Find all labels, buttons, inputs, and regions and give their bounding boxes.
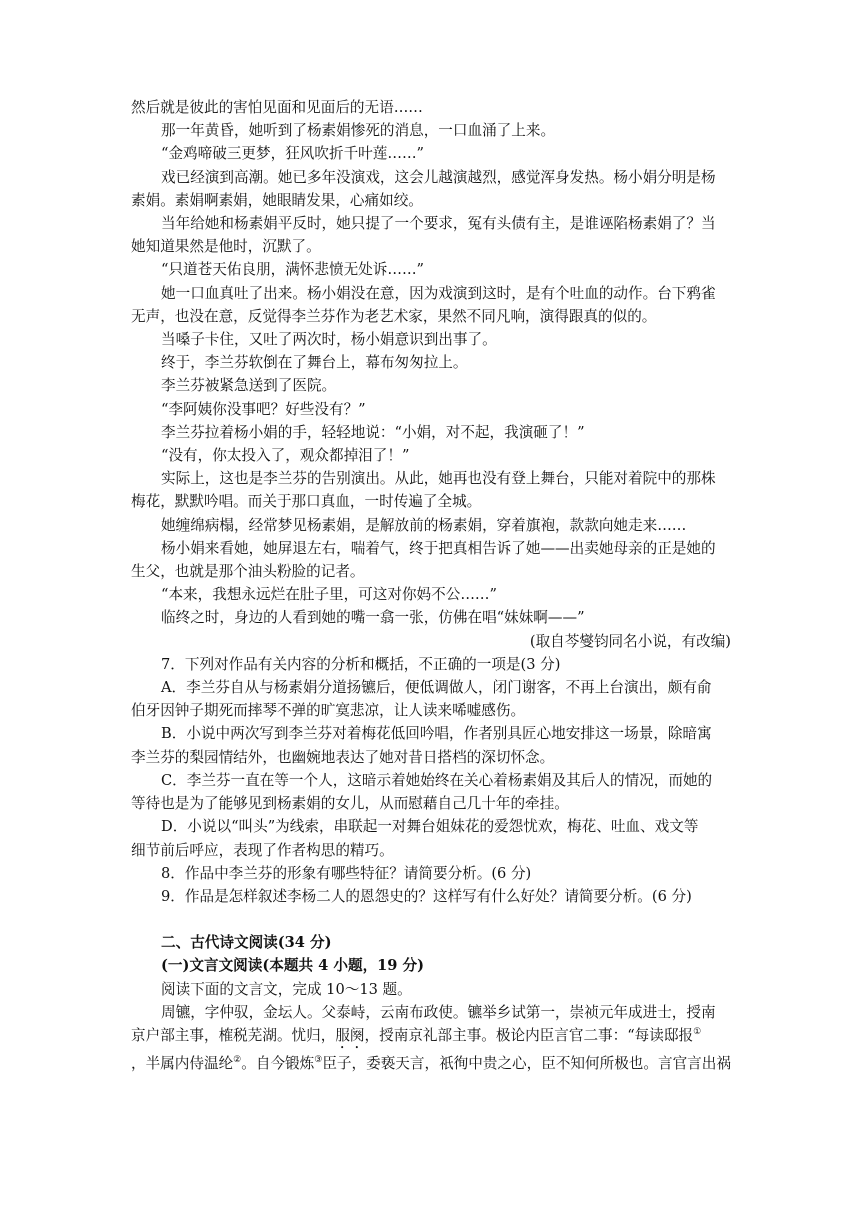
footnote-marker: ① bbox=[693, 1027, 702, 1038]
story-paragraph: 当嗓子卡住，又吐了两次时，杨小娟意识到出事了。 bbox=[161, 331, 497, 349]
story-paragraph-continuation: 素娟。素娟啊素娟，她眼睛发果，心痛如绞。 bbox=[131, 191, 423, 209]
story-paragraph: 当年给她和杨素娟平反时，她只提了一个要求，冤有头债有主，是谁诬陷杨素娟了？当 bbox=[161, 215, 716, 233]
footnote-marker: ③ bbox=[314, 1055, 323, 1066]
section-spacer bbox=[131, 908, 731, 931]
story-paragraph-continuation: 无声，也没在意，反觉得李兰芬作为老艺术家，果然不同凡响，演得跟真的似的。 bbox=[131, 307, 657, 325]
subsection-heading: (一)文言文阅读(本题共 4 小题，19 分) bbox=[161, 957, 425, 975]
option-a-continuation: 伯牙因钟子期死而摔琴不弹的旷寞悲凉，让人读来唏嘘感伤。 bbox=[131, 702, 526, 720]
section-heading: 二、古代诗文阅读(34 分) bbox=[161, 934, 332, 952]
question-7: 7．下列对作品有关内容的分析和概括，不正确的一项是(3 分) bbox=[161, 655, 561, 673]
question-8: 8．作品中李兰芬的形象有哪些特征？请简要分析。(6 分) bbox=[161, 864, 532, 882]
classical-text-line: 周镳，字仲驭，金坛人。父泰峙，云南布政使。镳举乡试第一，崇祯元年成进士，授南 bbox=[161, 1003, 716, 1021]
story-paragraph: “李阿姨你没事吧？好些没有？” bbox=[161, 400, 366, 418]
story-paragraph: 那一年黄昏，她听到了杨素娟惨死的消息，一口血涌了上来。 bbox=[161, 122, 556, 140]
story-paragraph: 她缠绵病榻，经常梦见杨素娟，是解放前的杨素娟，穿着旗袍，款款向她走来…… bbox=[161, 516, 687, 534]
story-paragraph: 戏已经演到高潮。她已多年没演戏，这会儿越演越烈，感觉浑身发热。杨小娟分明是杨 bbox=[161, 168, 716, 186]
document-page bbox=[131, 96, 731, 1075]
story-paragraph: “本来，我想永远烂在肚子里，可这对你妈不公……” bbox=[161, 586, 497, 604]
option-c: C．李兰芬一直在等一个人，这暗示着她始终在关心着杨素娟及其后人的情况，而她的 bbox=[161, 771, 713, 789]
story-paragraph: 杨小娟来看她，她屏退左右，喘着气，终于把真相告诉了她——出卖她母亲的正是她的 bbox=[161, 539, 716, 557]
story-paragraph: “没有，你太投入了，观众都掉泪了！” bbox=[161, 447, 410, 465]
story-paragraph: 她一口血真吐了出来。杨小娟没在意，因为戏演到这时，是有个吐血的动作。台下鸦雀 bbox=[161, 284, 716, 302]
emphasized-term: 服阕 bbox=[335, 1026, 365, 1044]
question-9: 9．作品是怎样叙述李杨二人的恩怨史的？这样写有什么好处？请简要分析。(6 分) bbox=[161, 887, 692, 905]
option-b-continuation: 李兰芬的梨园情结外，也幽婉地表达了她对昔日搭档的深切怀念。 bbox=[131, 748, 555, 766]
story-paragraph-continuation: 她知道果然是他时，沉默了。 bbox=[131, 238, 321, 256]
story-paragraph-continuation: 生父，也就是那个油头粉脸的记者。 bbox=[131, 563, 365, 581]
text-fragment: 臣子，委亵天言，祇徇中贵之心，臣不知何所极也。言官言出祸 bbox=[322, 1054, 731, 1072]
text-fragment: 。自今锻炼 bbox=[241, 1054, 315, 1072]
classical-text-line bbox=[131, 1024, 731, 1052]
story-paragraph: “只道苍天佑良朋，满怀悲愤无处诉……” bbox=[161, 261, 425, 279]
story-paragraph: 李兰芬拉着杨小娟的手，轻轻地说：“小娟，对不起，我演砸了！” bbox=[161, 423, 585, 441]
story-paragraph: “金鸡啼破三更梦，狂风吹折千叶莲……” bbox=[161, 145, 425, 163]
story-paragraph-continuation: 梅花，默默吟唱。而关于那口真血，一时传遍了全城。 bbox=[131, 493, 482, 511]
text-fragment: ，授南京礼部主事。极论内臣言官二事：“每读邸报 bbox=[364, 1026, 694, 1044]
story-paragraph: 临终之时，身边的人看到她的嘴一翕一张，仿佛在唱“妹妹啊——” bbox=[161, 609, 585, 627]
option-d: D．小说以“叫头”为线索，串联起一对舞台姐妹花的爱怨忧欢，梅花、吐血、戏文等 bbox=[161, 818, 699, 836]
classical-text-line bbox=[131, 1052, 731, 1075]
footnote-marker: ② bbox=[233, 1055, 242, 1066]
option-d-continuation: 细节前后呼应，表现了作者构思的精巧。 bbox=[131, 841, 394, 859]
text-fragment: 京户部主事，榷税芜湖。忧归， bbox=[131, 1026, 336, 1044]
story-paragraph: 李兰芬被紧急送到了医院。 bbox=[161, 377, 337, 395]
reading-instruction: 阅读下面的文言文，完成 10～13 题。 bbox=[161, 980, 412, 998]
source-citation: (取自芩燮钧同名小说，有改编) bbox=[529, 632, 731, 650]
option-c-continuation: 等待也是为了能够见到杨素娟的女儿，从而慰藉自己几十年的牵挂。 bbox=[131, 795, 569, 813]
option-a: A．李兰芬自从与杨素娟分道扬镳后，便低调做人，闭门谢客，不再上台演出，颇有俞 bbox=[161, 679, 712, 697]
story-paragraph: 然后就是彼此的害怕见面和见面后的无语…… bbox=[131, 99, 423, 116]
story-paragraph: 终于，李兰芬软倒在了舞台上，幕布匆匆拉上。 bbox=[161, 354, 468, 372]
text-fragment: ，半属内侍温纶 bbox=[131, 1054, 234, 1072]
story-paragraph: 实际上，这也是李兰芬的告别演出。从此，她再也没有登上舞台，只能对着院中的那株 bbox=[161, 470, 716, 488]
option-b: B．小说中两次写到李兰芬对着梅花低回吟唱，作者别具匠心地安排这一场景，除暗寓 bbox=[161, 725, 712, 743]
